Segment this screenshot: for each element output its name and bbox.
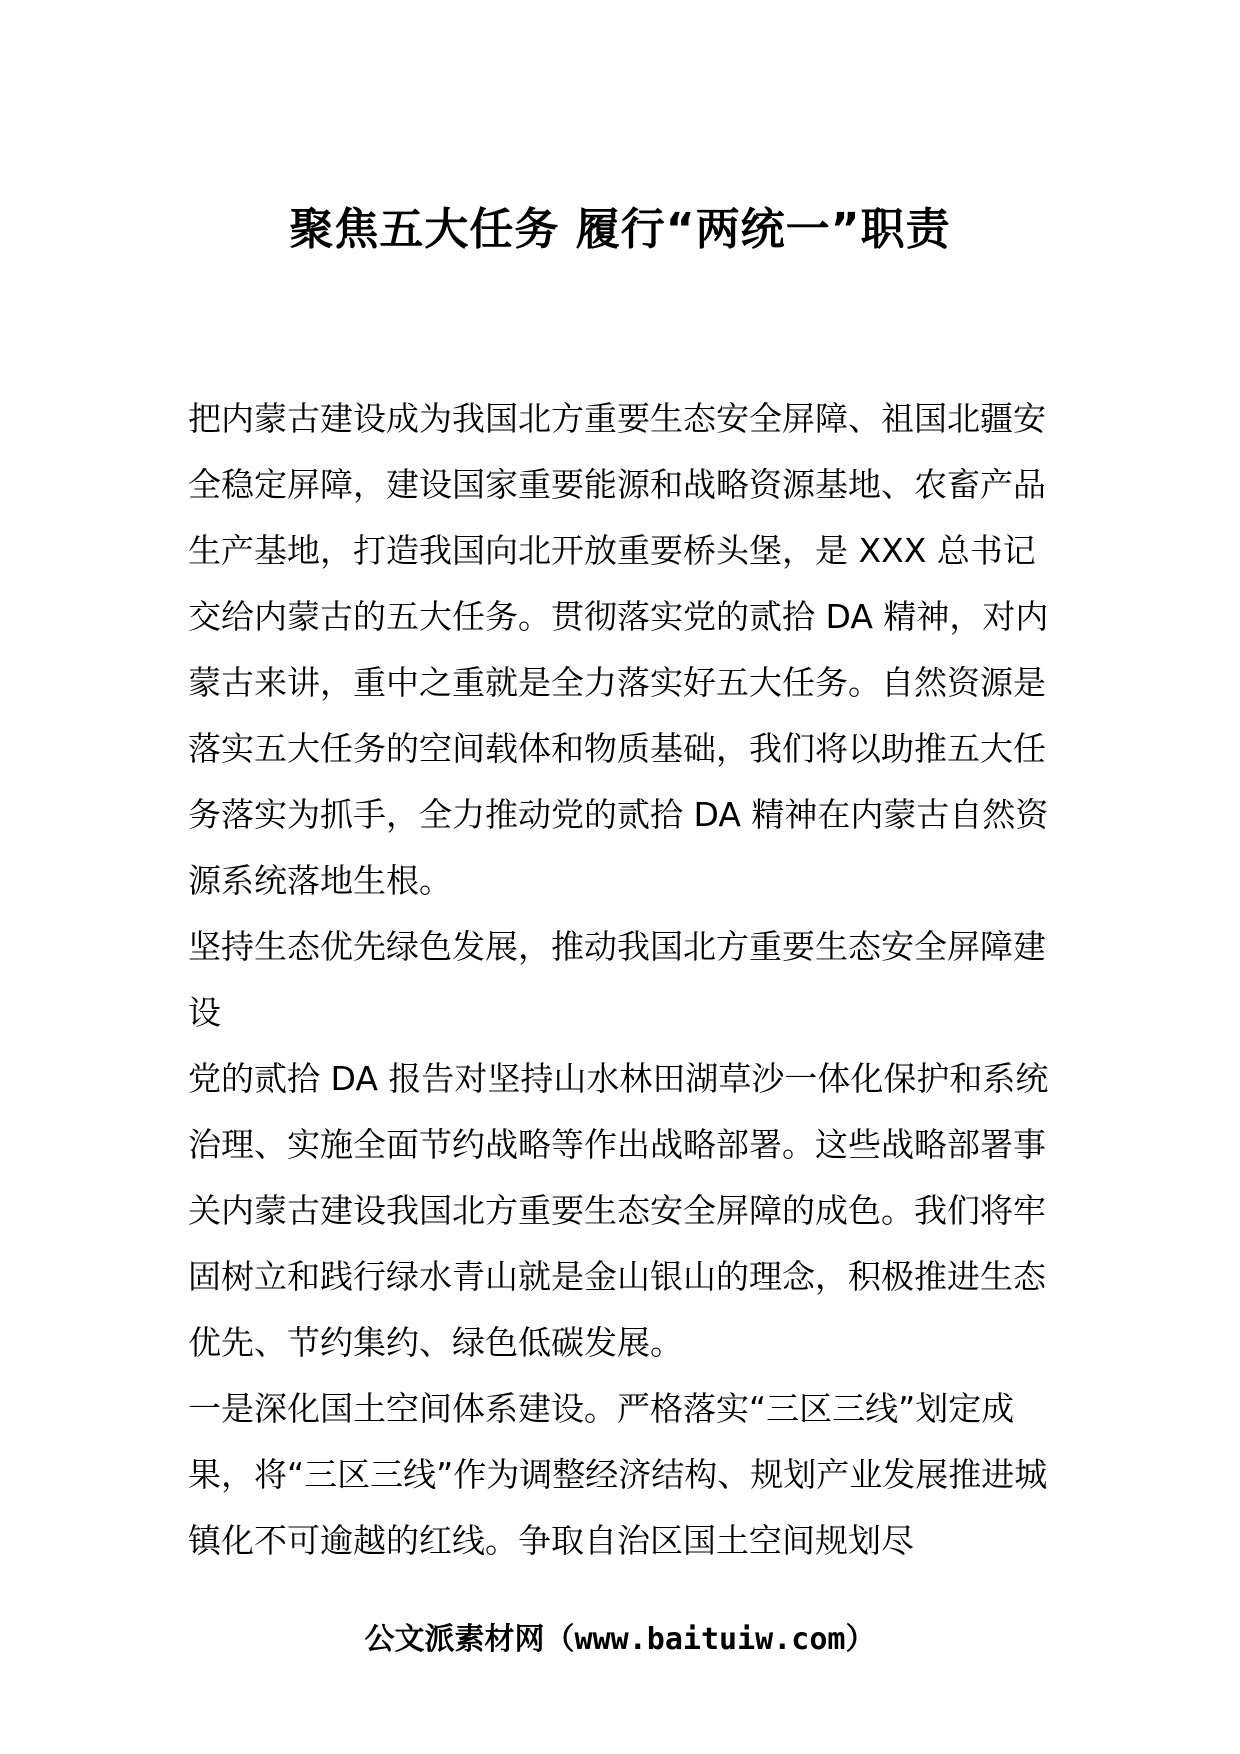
section-heading-ecology: 坚持生态优先绿色发展，推动我国北方重要生态安全屏障建设: [188, 927, 1046, 1032]
paragraph-strategy: 党的贰拾 DA 报告对坚持山水林田湖草沙一体化保护和系统治理、实施全面节约战略等作出战略部署。这些战略部署事关内蒙古建设我国北方重要生态安全屏障的成色。我们将牢固树立和践行绿水青山就是金山银山的理念，积极推进生态优先、节约集约、绿色低碳发展。: [188, 1059, 1049, 1362]
document-title: 聚焦五大任务 履行“两统一”职责: [289, 204, 951, 255]
document-body: [188, 386, 1058, 1574]
paragraph-intro: 把内蒙古建设成为我国北方重要生态安全屏障、祖国北疆安全稳定屏障，建设国家重要能源和战略资源基地、农畜产品生产基地，打造我国向北开放重要桥头堡，是 XXX 总书记交给内蒙古的五大任务。贯彻落实党的贰拾 DA 精神，对内蒙古来讲，重中之重就是全力落实好五大任务。自然资源是落实五大任务的空间载体和物质基础，我们将以助推五大任务落实为抓手，全力推动党的贰拾 DA 精神在内蒙古自然资源系统落地生根。: [188, 399, 1049, 900]
page-footer-source: 公文派素材网（www.baituiw.com）: [364, 1622, 876, 1657]
paragraph-point-one: 一是深化国土空间体系建设。严格落实“三区三线”划定成果，将“三区三线”作为调整经济结构、规划产业发展推进城镇化不可逾越的红线。争取自治区国土空间规划尽: [188, 1389, 1048, 1560]
